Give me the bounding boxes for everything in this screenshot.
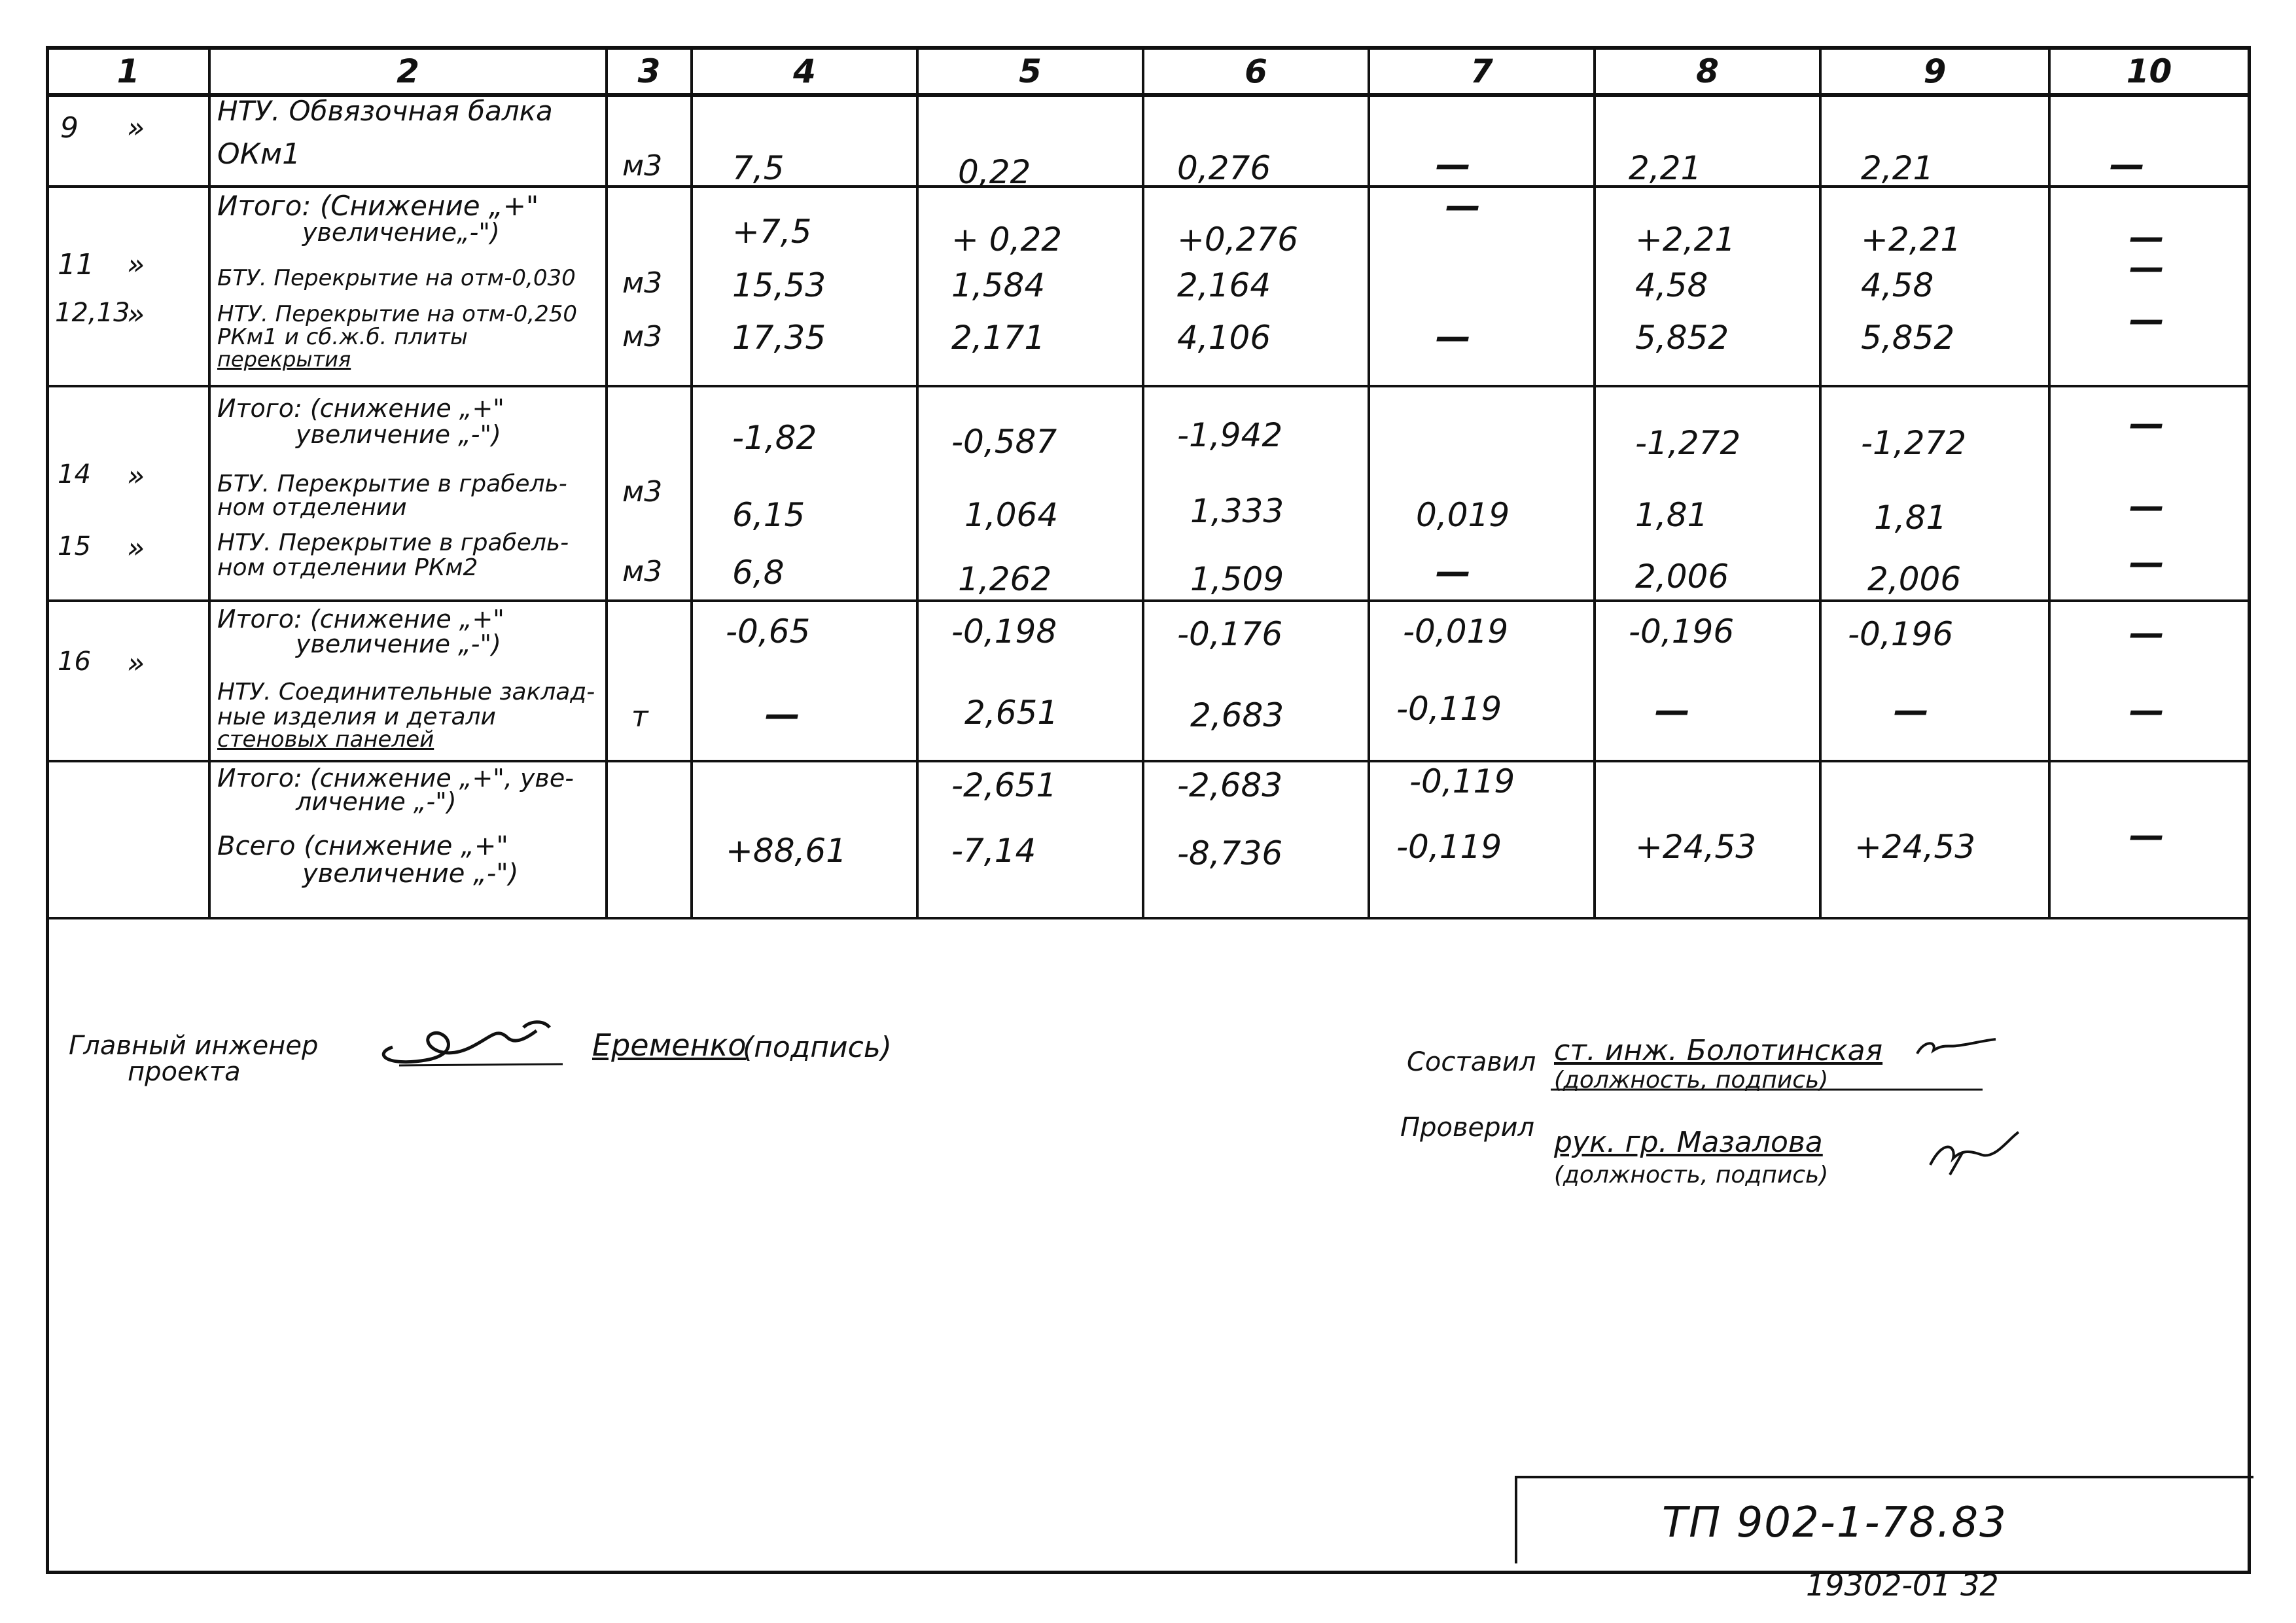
value: + 0,22 (951, 221, 1063, 259)
description-line: РКм1 и сб.ж.б. плиты (217, 324, 468, 350)
description-line: Итого: (Снижение „+" (217, 190, 539, 222)
col-header: 6 (1143, 48, 1369, 95)
value-cell (1820, 761, 2049, 918)
value: 4,58 (1635, 266, 1708, 304)
value-cell (1369, 95, 1595, 187)
value-cell (1369, 761, 1595, 918)
chief-engineer-name: Еременко (592, 1027, 747, 1063)
value: — (2129, 815, 2164, 856)
unit-cell (607, 761, 692, 918)
value: -1,272 (1635, 424, 1741, 462)
description-line: НТУ. Перекрытие на отм-0,250 (217, 301, 577, 327)
value: 2,683 (1190, 696, 1284, 734)
chief-engineer-title-2: проекта (128, 1057, 241, 1087)
value: -2,651 (951, 766, 1057, 804)
sheet-number: 19302-01 32 (1806, 1567, 1999, 1603)
value: +7,5 (732, 213, 812, 251)
value: 2,21 (1861, 149, 1934, 187)
col-header: 8 (1595, 48, 1820, 95)
col-header: 3 (607, 48, 692, 95)
value-cell (1820, 95, 2049, 187)
value: 2,006 (1867, 560, 1962, 598)
value: +24,53 (1635, 828, 1757, 866)
value: 1,064 (964, 496, 1059, 534)
spec-table (46, 46, 2250, 919)
description-cell (209, 761, 607, 918)
description-line: НТУ. Обвязочная балка (217, 95, 553, 127)
compiled-label: Составил (1407, 1047, 1536, 1077)
description-line: Итого: (снижение „+" (217, 605, 504, 633)
unit-value: м3 (622, 266, 663, 300)
table-row (47, 601, 2249, 761)
col-header: 5 (917, 48, 1143, 95)
value: -0,198 (951, 613, 1057, 651)
description-line: ные изделия и детали (217, 704, 496, 730)
value-cell (2049, 761, 2249, 918)
value: 0,276 (1177, 149, 1271, 187)
description-line: Всего (снижение „+" (217, 831, 508, 861)
chief-signature (366, 1001, 582, 1080)
value: -8,736 (1177, 834, 1283, 872)
item-number-cell (47, 761, 209, 918)
value: 1,81 (1874, 499, 1947, 537)
ditto-mark: » (127, 298, 145, 331)
value: 5,852 (1635, 319, 1729, 357)
description-line: БТУ. Перекрытие в грабель- (217, 471, 567, 497)
value: -1,272 (1861, 424, 1967, 462)
value: 1,262 (958, 560, 1052, 598)
value: 17,35 (732, 319, 826, 357)
description-line: Итого: (снижение „+", уве- (217, 764, 574, 793)
col-header: 7 (1369, 48, 1595, 95)
checked-note: (должность, подпись) (1554, 1162, 1829, 1188)
value: — (1894, 690, 1929, 731)
checked-signature (1924, 1126, 2022, 1185)
description-line: перекрытия (217, 347, 351, 372)
value: 2,006 (1635, 558, 1729, 596)
col-header: 1 (47, 48, 209, 95)
value-cell (1595, 187, 1820, 386)
value: -0,176 (1177, 615, 1283, 653)
value: 1,81 (1635, 496, 1708, 534)
item-number: 11 (58, 248, 94, 281)
table-row (47, 386, 2249, 601)
table-row (47, 187, 2249, 386)
description-line: НТУ. Соединительные заклад- (217, 679, 595, 705)
unit-cell (607, 386, 692, 601)
ditto-mark: » (127, 647, 145, 680)
value-cell (1143, 95, 1369, 187)
col-header: 2 (209, 48, 607, 95)
chief-engineer-note: (подпись) (743, 1031, 892, 1064)
value: 2,651 (964, 694, 1059, 732)
value: -0,119 (1396, 828, 1502, 866)
value-cell (917, 187, 1143, 386)
value-cell (1820, 386, 2049, 601)
item-number-cell (47, 386, 209, 601)
value: +0,276 (1177, 221, 1299, 259)
checked-label: Проверил (1400, 1113, 1535, 1143)
value: — (1445, 185, 1481, 226)
value-cell (1143, 386, 1369, 601)
description-cell (209, 187, 607, 386)
description-line: увеличение „-") (296, 630, 501, 658)
value: -7,14 (951, 832, 1036, 870)
value-cell (1369, 386, 1595, 601)
value-cell (2049, 386, 2249, 601)
value: -0,587 (951, 423, 1057, 461)
value: — (2129, 542, 2164, 583)
description-line: личение „-") (296, 787, 457, 816)
value: -1,82 (732, 419, 817, 457)
value-cell (1143, 601, 1369, 761)
value: 15,53 (732, 266, 826, 304)
value: — (1436, 551, 1471, 592)
description-line: ном отделении (217, 494, 407, 521)
value-cell (1595, 601, 1820, 761)
ditto-mark: » (127, 248, 145, 281)
unit-cell (607, 95, 692, 187)
value-cell (692, 601, 917, 761)
value-cell (2049, 95, 2249, 187)
compiled-value: ст. инж. Болотинская (1554, 1034, 1883, 1067)
ditto-mark: » (127, 531, 145, 565)
value: 2,164 (1177, 266, 1271, 304)
description-line: увеличение„-") (302, 218, 500, 247)
ditto-mark: » (127, 111, 145, 145)
value: — (1655, 690, 1690, 731)
value-cell (1369, 187, 1595, 386)
unit-value: т (631, 700, 648, 734)
value-cell (692, 761, 917, 918)
unit-cell (607, 187, 692, 386)
value: 1,584 (951, 266, 1046, 304)
value-cell (1369, 601, 1595, 761)
value: 0,22 (958, 153, 1031, 191)
description-line: увеличение „-") (302, 859, 519, 889)
value: 0,019 (1416, 496, 1510, 534)
value-cell (692, 187, 917, 386)
item-number-cell (47, 601, 209, 761)
value: — (1436, 144, 1471, 185)
value: +2,21 (1635, 221, 1736, 259)
value: — (2129, 299, 2164, 340)
value: -0,65 (726, 613, 811, 651)
value: 4,106 (1177, 319, 1271, 357)
description-line: БТУ. Перекрытие на отм-0,030 (217, 265, 576, 291)
value: -0,196 (1848, 615, 1954, 653)
value: +2,21 (1861, 221, 1962, 259)
value: -0,119 (1409, 762, 1515, 800)
header-row (47, 48, 2249, 95)
checked-value: рук. гр. Мазалова (1554, 1126, 1823, 1159)
value-cell (917, 601, 1143, 761)
description-line: увеличение „-") (296, 420, 501, 449)
value: 4,58 (1861, 266, 1934, 304)
value: -2,683 (1177, 766, 1283, 804)
unit-value: м3 (622, 475, 663, 508)
value: +88,61 (726, 832, 847, 870)
value: — (2129, 403, 2164, 444)
compiled-note: (должность, подпись) (1554, 1067, 1829, 1094)
value-cell (1595, 761, 1820, 918)
unit-value: м3 (622, 555, 663, 588)
value: 1,333 (1190, 492, 1284, 530)
value: — (2110, 144, 2145, 185)
value-cell (1595, 386, 1820, 601)
value: — (2129, 486, 2164, 527)
table-row (47, 761, 2249, 918)
value: -0,196 (1629, 613, 1735, 651)
value: 6,15 (732, 496, 805, 534)
value-cell (1143, 187, 1369, 386)
compiled-underline (1551, 1086, 1983, 1093)
value: +24,53 (1854, 828, 1976, 866)
value-cell (692, 95, 917, 187)
value-cell (1143, 761, 1369, 918)
value: 7,5 (732, 149, 785, 187)
description-cell (209, 386, 607, 601)
description-line: стеновых панелей (217, 726, 434, 753)
item-number: 15 (58, 531, 91, 562)
value-cell (2049, 601, 2249, 761)
description-line: НТУ. Перекрытие в грабель- (217, 529, 569, 556)
value: -0,119 (1396, 690, 1502, 728)
value-cell (1595, 95, 1820, 187)
item-number: 14 (58, 459, 91, 490)
value-cell (917, 386, 1143, 601)
item-number: 16 (58, 647, 91, 677)
unit-value: м3 (622, 320, 663, 353)
document-code: ТП 902-1-78.83 (1662, 1499, 2007, 1547)
description-cell (209, 601, 607, 761)
compiled-signature (1911, 1027, 2002, 1067)
chief-engineer-title: Главный инженер (69, 1031, 319, 1061)
item-number: 9 (60, 111, 79, 145)
ditto-mark: » (127, 459, 145, 493)
value-cell (917, 95, 1143, 191)
description-line: ном отделении РКм2 (217, 554, 478, 581)
table-row (47, 95, 2249, 187)
value: — (1436, 316, 1471, 357)
value: 1,509 (1190, 560, 1284, 598)
value: — (2129, 613, 2164, 654)
unit-cell (607, 601, 692, 761)
description-line: ОКм1 (217, 137, 301, 171)
value-cell (1820, 187, 2049, 386)
value: — (2129, 690, 2164, 731)
description-cell (209, 95, 607, 187)
value: 6,8 (732, 554, 785, 592)
value-cell (1820, 601, 2049, 761)
value: -1,942 (1177, 416, 1283, 454)
value: 5,852 (1861, 319, 1955, 357)
item-number-cell (47, 187, 209, 386)
item-number-cell (47, 95, 209, 187)
description-line: Итого: (снижение „+" (217, 394, 504, 423)
value: — (2129, 247, 2164, 288)
value-cell (692, 386, 917, 601)
col-header: 9 (1820, 48, 2049, 95)
col-header: 10 (2049, 48, 2249, 95)
item-number: 12,13 (55, 298, 130, 328)
value-cell (917, 761, 1143, 918)
value: 2,171 (951, 319, 1046, 357)
col-header: 4 (692, 48, 917, 95)
value: 2,21 (1629, 149, 1702, 187)
value: — (2129, 217, 2164, 258)
value: -0,019 (1403, 613, 1509, 651)
unit-value: м3 (622, 149, 663, 183)
value: — (765, 694, 800, 735)
value-cell (2049, 187, 2249, 386)
